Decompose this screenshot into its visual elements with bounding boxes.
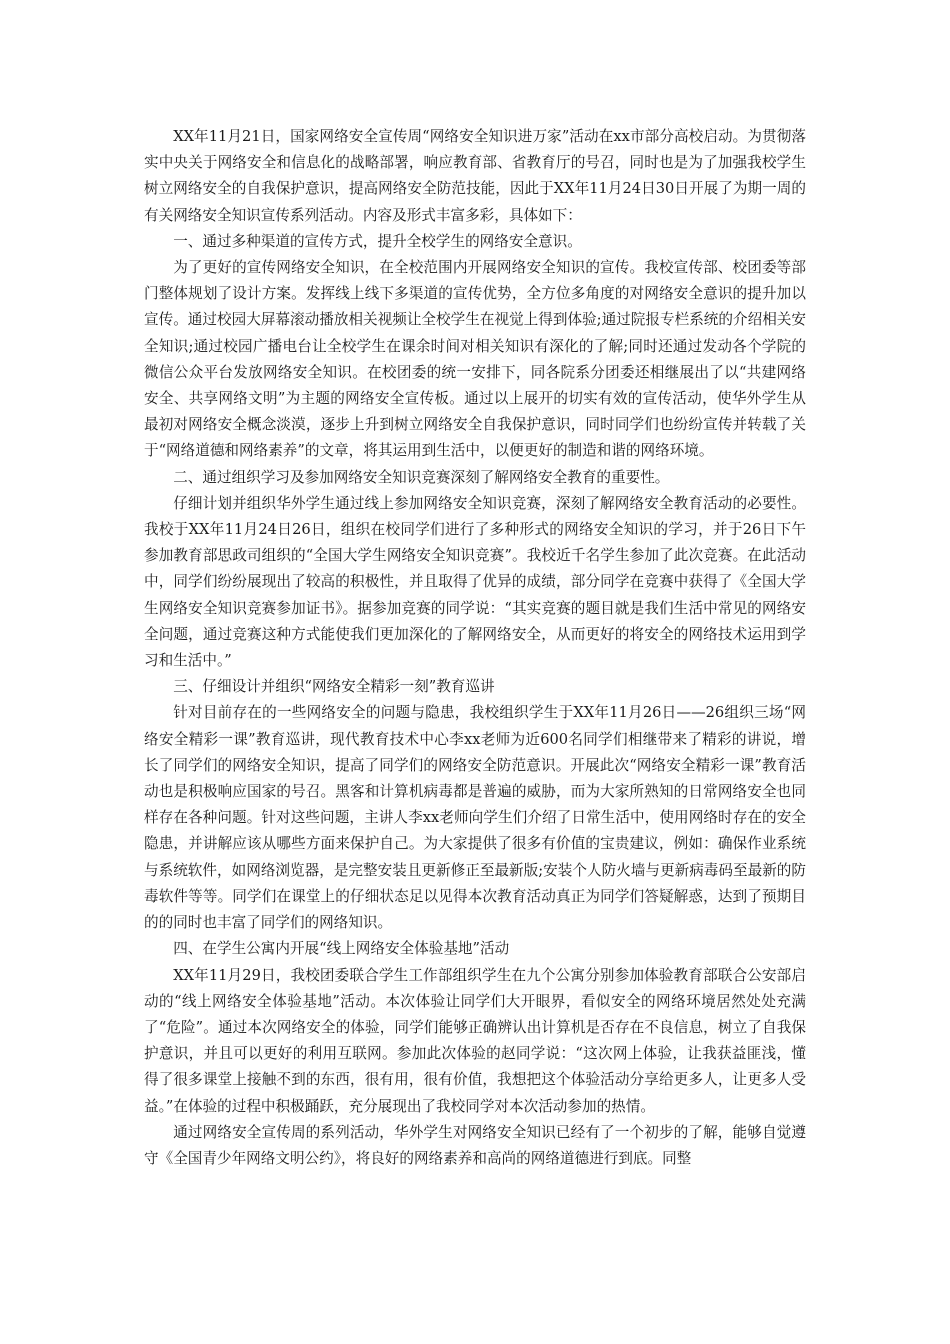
paragraph-intro: XX年11月21日，国家网络安全宣传周“网络安全知识进万家”活动在xx市部分高校启动。为贯彻落实中央关于网络安全和信息化的战略部署，响应教育部、省教育厅的号召，同时也是为了加强我校学生树立网络安全的自我保护意识，提高网络安全防范技能，因此于XX年11月24日30日开展了为期一周的有关网络安全知识宣传系列活动。内容及形式丰富多彩，具体如下： bbox=[144, 128, 806, 224]
paragraph-section-4: XX年11月29日，我校团委联合学生工作部组织学生在九个公寓分别参加体验教育部联合公安部启动的“线上网络安全体验基地”活动。本次体验让同学们大开眼界，看似安全的网络环境居然处处充满了“危险”。通过本次网络安全的体验，同学们能够正确辨认出计算机是否存在不良信息，树立了自我保护意识，并且可以更好的利用互联网。参加此次体验的赵同学说：“这次网上体验，让我获益匪浅，懂得了很多课堂上接触不到的东西，很有用，很有价值，我想把这个体验活动分享给更多人，让更多人受益。”在体验的过程中积极踊跃，充分展现出了我校同学对本次活动参加的热情。 bbox=[144, 966, 806, 1115]
section-heading-3: 三、仔细设计并组织“网络安全精彩一刻”教育巡讲 bbox=[173, 678, 495, 696]
paragraph-section-1: 为了更好的宣传网络安全知识，在全校范围内开展网络安全知识的宣传。我校宣传部、校团委等部门整体规划了设计方案。发挥线上线下多渠道的宣传优势，全方位多角度的对网络安全意识的提升加以宣传。通过校园大屏幕滚动播放相关视频让全校学生在视觉上得到体验;通过院报专栏系统的介绍相关安全知识;通过校园广播电台让全校学生在课余时间对相关知识有深化的了解;同时还通过发动各个学院的微信公众平台发放网络安全知识。在校团委的统一安排下，同各院系分团委还相继展出了以“共建网络安全、共享网络文明”为主题的网络安全宣传板。通过以上展开的切实有效的宣传活动，使华外学生从最初对网络安全概念淡漠，逐步上升到树立网络安全自我保护意识，同时同学们也纷纷宣传并转载了关于“网络道德和网络素养”的文章，将其运用到生活中，以便更好的制造和谐的网络环境。 bbox=[144, 259, 806, 460]
section-heading-4: 四、在学生公寓内开展“线上网络安全体验基地”活动 bbox=[173, 940, 510, 958]
section-heading-1: 一、通过多种渠道的宣传方式，提升全校学生的网络安全意识。 bbox=[173, 232, 582, 250]
paragraph-section-2: 仔细计划并组织华外学生通过线上参加网络安全知识竞赛，深刻了解网络安全教育活动的必要性。我校于XX年11月24日26日，组织在校同学们进行了多种形式的网络安全知识的学习，并于26日下午参加教育部思政司组织的“全国大学生网络安全知识竞赛”。我校近千名学生参加了此次竞赛。在此活动中，同学们纷纷展现出了较高的积极性，并且取得了优异的成绩，部分同学在竞赛中获得了《全国大学生网络安全知识竞赛参加证书》。据参加竞赛的同学说：“其实竞赛的题目就是我们生活中常见的网络安全问题，通过竞赛这种方式能使我们更加深化的了解网络安全，从而更好的将安全的网络技术运用到学习和生活中。” bbox=[144, 494, 806, 670]
paragraph-conclusion: 通过网络安全宣传周的系列活动，华外学生对网络安全知识已经有了一个初步的了解，能够自觉遵守《全国青少年网络文明公约》，将良好的网络素养和高尚的网络道德进行到底。同整 bbox=[144, 1123, 806, 1167]
section-heading-2: 二、通过组织学习及参加网络安全知识竞赛深刻了解网络安全教育的重要性。 bbox=[173, 468, 670, 486]
paragraph-section-3: 针对目前存在的一些网络安全的问题与隐患，我校组织学生于XX年11月26日——26组织三场“网络安全精彩一课”教育巡讲，现代教育技术中心李xx老师为近600名同学们相继带来了精彩的讲说，增长了同学们的网络安全知识，提高了同学们的网络安全防范意识。开展此次“网络安全精彩一课”教育活动也是积极响应国家的号召。黑客和计算机病毒都是普遍的威胁，而为大家所熟知的日常网络安全也同样存在各种问题。针对这些问题，主讲人李xx老师向学生们介绍了日常生活中，使用网络时存在的安全隐患，并讲解应该从哪些方面来保护自己。为大家提供了很多有价值的宝贵建议，例如：确保作业系统与系统软件，如网络浏览器，是完整安装且更新修正至最新版;安装个人防火墙与更新病毒码至最新的防毒软件等等。同学们在课堂上的仔细状态足以见得本次教育活动真正为同学们答疑解惑，达到了预期目的的同时也丰富了同学们的网络知识。 bbox=[144, 704, 806, 932]
document-body bbox=[144, 124, 806, 1172]
